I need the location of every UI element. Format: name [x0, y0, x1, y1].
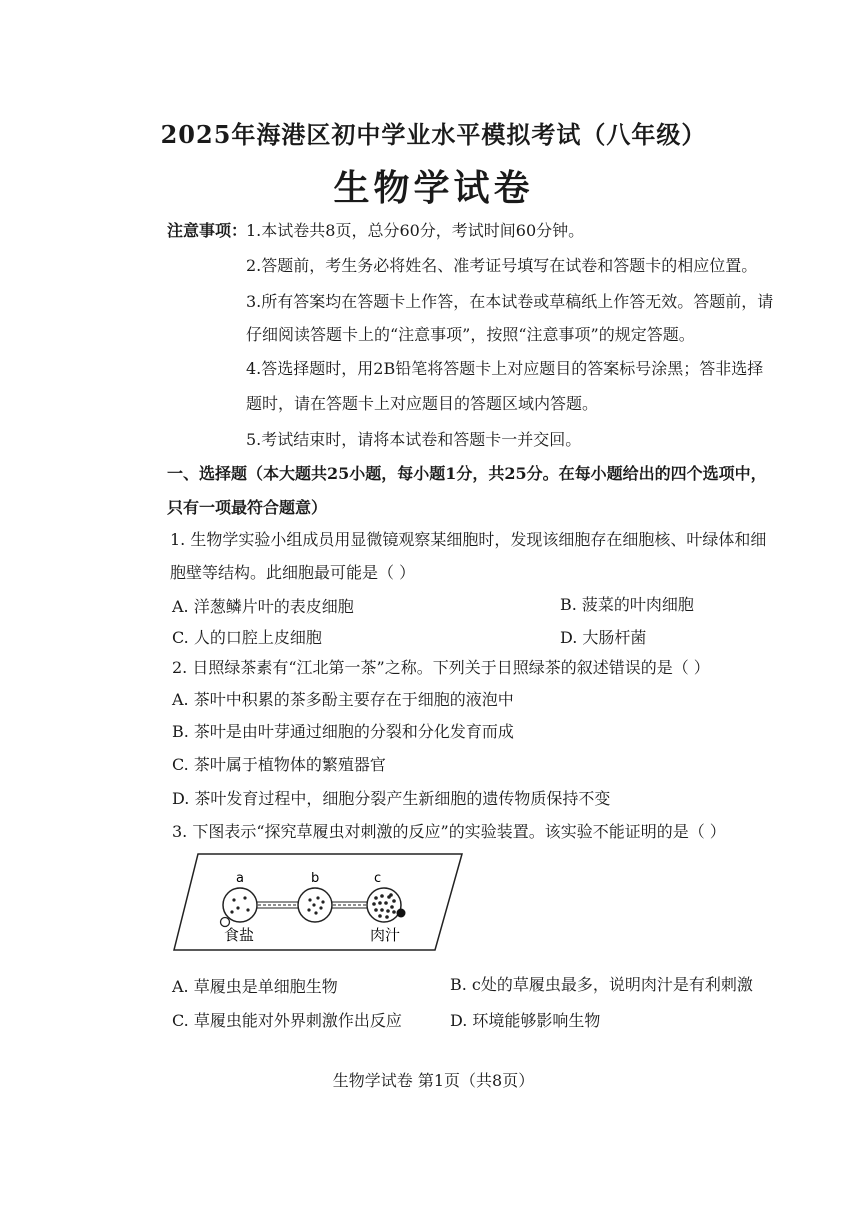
drop-a	[223, 888, 257, 922]
q1-option-a: A. 洋葱鳞片叶的表皮细胞	[172, 597, 354, 616]
label-b: b	[311, 871, 320, 886]
section-heading-cont: 只有一项最符合题意）	[167, 498, 328, 517]
q3-option-c: C. 草履虫能对外界刺激作出反应	[172, 1011, 402, 1030]
label-salt: 食盐	[224, 926, 255, 944]
notice-label: 注意事项：	[167, 221, 248, 240]
notice-item-2: 2.答题前，考生务必将姓名、准考证号填写在试卷和答题卡的相应位置。	[246, 256, 758, 275]
notice-item-3-cont: 仔细阅读答题卡上的“注意事项”，按照“注意事项”的规定答题。	[246, 325, 695, 344]
q1-stem: 1. 生物学实验小组成员用显微镜观察某细胞时，发现该细胞存在细胞核、叶绿体和细	[170, 530, 767, 549]
notice-item-4-cont: 题时，请在答题卡上对应题目的答题区域内答题。	[246, 394, 599, 413]
q2-option-a: A. 茶叶中积累的茶多酚主要存在于细胞的液泡中	[172, 690, 514, 709]
q1-stem-cont: 胞壁等结构。此细胞最可能是（ ）	[170, 563, 416, 582]
notice-item-5: 5.考试结束时，请将本试卷和答题卡一并交回。	[246, 430, 582, 449]
q3-option-b: B. c处的草履虫最多，说明肉汁是有利刺激	[450, 975, 753, 994]
notice-item-1: 1.本试卷共8页，总分60分，考试时间60分钟。	[246, 221, 585, 240]
q3-option-a: A. 草履虫是单细胞生物	[172, 977, 338, 996]
q1-option-d: D. 大肠杆菌	[560, 628, 647, 647]
q3-stem: 3. 下图表示“探究草履虫对刺激的反应”的实验装置。该实验不能证明的是（ ）	[172, 822, 726, 841]
q1-option-c: C. 人的口腔上皮细胞	[172, 628, 322, 647]
q1-option-b: B. 菠菜的叶肉细胞	[560, 595, 694, 614]
section-heading: 一、选择题（本大题共25小题，每小题1分，共25分。在每小题给出的四个选项中，	[167, 464, 767, 483]
q2-option-d: D. 茶叶发育过程中，细胞分裂产生新细胞的遗传物质保持不变	[172, 789, 611, 808]
q2-option-c: C. 茶叶属于植物体的繁殖器官	[172, 755, 386, 774]
q3-option-d: D. 环境能够影响生物	[450, 1011, 601, 1030]
q2-stem: 2. 日照绿茶素有“江北第一茶”之称。下列关于日照绿茶的叙述错误的是（ ）	[172, 658, 710, 677]
notice-item-3: 3.所有答案均在答题卡上作答，在本试卷或草稿纸上作答无效。答题前，请	[246, 292, 774, 311]
label-a: a	[236, 871, 244, 886]
page-title: 2025年海港区初中学业水平模拟考试（八年级）	[160, 120, 707, 149]
drop-c	[367, 888, 401, 922]
label-c: c	[374, 871, 382, 886]
notice-item-4: 4.答选择题时，用2B铅笔将答题卡上对应题目的答案标号涂黑；答非选择	[246, 359, 764, 378]
subject-title: 生物学试卷	[333, 167, 534, 209]
experiment-diagram	[170, 848, 470, 958]
page-footer: 生物学试卷 第1页（共8页）	[332, 1071, 535, 1090]
q2-option-b: B. 茶叶是由叶芽通过细胞的分裂和分化发育而成	[172, 722, 514, 741]
meat-drop	[397, 909, 406, 918]
label-meat: 肉汁	[370, 926, 401, 944]
